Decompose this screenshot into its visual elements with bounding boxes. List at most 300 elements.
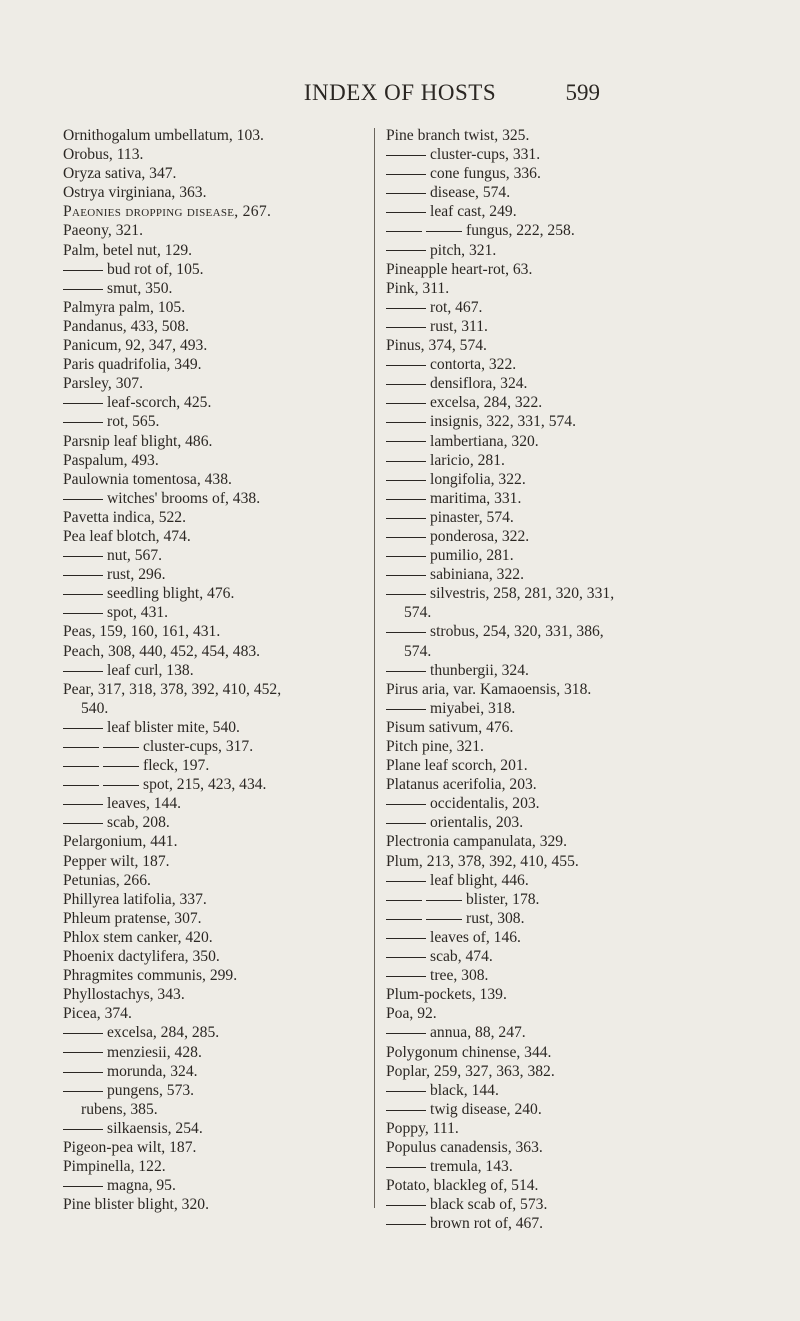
index-entry: [386, 164, 758, 183]
repeat-dash: [386, 174, 426, 175]
repeat-dash: [426, 919, 462, 920]
repeat-dash: [386, 518, 426, 519]
entry-text: menziesii, 428.: [107, 1043, 202, 1061]
running-title: INDEX OF HOSTS: [303, 80, 497, 105]
entry-text: rot, 467.: [430, 298, 483, 316]
entry-text: fungus, 222, 258.: [466, 222, 575, 240]
repeat-dash: [386, 155, 426, 156]
index-column-right: [386, 126, 758, 1233]
index-entry: [63, 1100, 369, 1119]
entry-text: blister, 178.: [466, 890, 540, 908]
entry-text: Pimpinella, 122.: [63, 1158, 166, 1176]
index-entry: [386, 1214, 758, 1233]
repeat-dash: [103, 747, 139, 748]
index-entry: [386, 852, 758, 871]
index-entry: [63, 126, 369, 145]
index-entry: [386, 1081, 758, 1100]
entry-text: leaf cast, 249.: [430, 203, 517, 221]
index-entry: [386, 966, 758, 985]
entry-text: Paeony, 321.: [63, 222, 143, 240]
entry-text: Parsnip leaf blight, 486.: [63, 432, 213, 450]
repeat-dash: [426, 900, 462, 901]
entry-text: magna, 95.: [107, 1177, 176, 1195]
index-entry: [386, 546, 758, 565]
index-entry: [63, 565, 369, 584]
index-entry: [63, 775, 369, 794]
index-entry: [386, 202, 758, 221]
index-entry: [386, 1023, 758, 1042]
entry-text: Petunias, 266.: [63, 871, 151, 889]
entry-text: Paris quadrifolia, 349.: [63, 356, 202, 374]
index-entry: [63, 1195, 369, 1214]
entry-text: Paspalum, 493.: [63, 451, 159, 469]
entry-text: leaves, 144.: [107, 795, 182, 813]
index-entry: [63, 1119, 369, 1138]
index-entry: [386, 260, 758, 279]
index-entry: [386, 622, 758, 641]
entry-text: Pepper wilt, 187.: [63, 852, 170, 870]
index-entry: [386, 1119, 758, 1138]
index-entry: [63, 1138, 369, 1157]
entry-text: maritima, 331.: [430, 489, 522, 507]
entry-text: pitch, 321.: [430, 241, 497, 259]
entry-text: strobus, 254, 320, 331, 386,: [430, 623, 604, 641]
index-entry: [63, 241, 369, 260]
index-entry: [386, 775, 758, 794]
entry-text: Plectronia campanulata, 329.: [386, 833, 567, 851]
repeat-dash: [63, 499, 103, 500]
entry-text: silkaensis, 254.: [107, 1119, 203, 1137]
index-entry: [386, 603, 758, 622]
entry-text: scab, 474.: [430, 948, 493, 966]
repeat-dash: [63, 1033, 103, 1034]
entry-text: black scab of, 573.: [430, 1196, 548, 1214]
entry-text: longifolia, 322.: [430, 470, 526, 488]
entry-text: Peas, 159, 160, 161, 431.: [63, 623, 221, 641]
entry-text: Ornithogalum umbellatum, 103.: [63, 127, 264, 144]
repeat-dash: [386, 1224, 426, 1225]
entry-text: Plum-pockets, 139.: [386, 986, 507, 1004]
repeat-dash: [103, 766, 139, 767]
repeat-dash: [63, 728, 103, 729]
repeat-dash: [386, 308, 426, 309]
entry-text: pumilio, 281.: [430, 547, 514, 565]
entry-text: twig disease, 240.: [430, 1100, 542, 1118]
index-entry: [386, 489, 758, 508]
index-entry: [386, 336, 758, 355]
index-entry: [63, 966, 369, 985]
entry-text: seedling blight, 476.: [107, 585, 235, 603]
entry-text: rust, 296.: [107, 566, 166, 584]
index-entry: [63, 470, 369, 489]
entry-text: miyabei, 318.: [430, 699, 516, 717]
index-entry: [63, 451, 369, 470]
repeat-dash: [386, 1167, 426, 1168]
entry-text: insignis, 322, 331, 574.: [430, 413, 576, 431]
repeat-dash: [63, 270, 103, 271]
index-entry: [63, 832, 369, 851]
repeat-dash: [386, 900, 422, 901]
index-entry: [63, 622, 369, 641]
entry-text: rubens, 385.: [81, 1100, 158, 1118]
entry-text: Orobus, 113.: [63, 146, 144, 164]
repeat-dash: [386, 1205, 426, 1206]
entry-text: leaf blight, 446.: [430, 871, 529, 889]
repeat-dash: [386, 422, 426, 423]
entry-text: Paeonies dropping disease, 267.: [63, 203, 272, 221]
entry-text: disease, 574.: [430, 184, 511, 202]
index-entry: [386, 909, 758, 928]
entry-text: scab, 208.: [107, 814, 170, 832]
index-entry: [63, 336, 369, 355]
entry-text: Potato, blackleg of, 514.: [386, 1177, 539, 1195]
repeat-dash: [386, 231, 422, 232]
page-header: [0, 80, 800, 120]
repeat-dash: [63, 594, 103, 595]
repeat-dash: [63, 1186, 103, 1187]
entry-text: Oryza sativa, 347.: [63, 165, 177, 183]
entry-text: Pine blister blight, 320.: [63, 1196, 209, 1214]
entry-text: Pinus, 374, 574.: [386, 337, 487, 355]
entry-text: Pineapple heart-rot, 63.: [386, 260, 533, 278]
index-entry: [386, 374, 758, 393]
index-entry: [386, 890, 758, 909]
entry-text: rust, 311.: [430, 317, 488, 335]
repeat-dash: [426, 231, 462, 232]
index-entry: [386, 527, 758, 546]
entry-text: Poa, 92.: [386, 1005, 437, 1023]
entry-text: densiflora, 324.: [430, 375, 528, 393]
index-entry: [386, 947, 758, 966]
repeat-dash: [386, 499, 426, 500]
entry-text: spot, 431.: [107, 604, 169, 622]
entry-text: Poplar, 259, 327, 363, 382.: [386, 1062, 555, 1080]
entry-text: nut, 567.: [107, 547, 163, 565]
entry-text: Parsley, 307.: [63, 375, 143, 393]
index-entry: [63, 145, 369, 164]
repeat-dash: [386, 556, 426, 557]
repeat-dash: [386, 594, 426, 595]
index-entry: [386, 699, 758, 718]
repeat-dash: [63, 804, 103, 805]
repeat-dash: [63, 785, 99, 786]
entry-text: occidentalis, 203.: [430, 795, 540, 813]
index-entry: [386, 1043, 758, 1062]
index-entry: [63, 183, 369, 202]
entry-text: Pigeon-pea wilt, 187.: [63, 1138, 197, 1156]
entry-text: pinaster, 574.: [430, 508, 514, 526]
index-entry: [386, 565, 758, 584]
repeat-dash: [386, 537, 426, 538]
entry-text: rust, 308.: [466, 909, 525, 927]
repeat-dash: [386, 804, 426, 805]
column-divider: [374, 128, 375, 1208]
index-entry: [63, 1157, 369, 1176]
index-entry: [63, 642, 369, 661]
repeat-dash: [386, 919, 422, 920]
entry-text: leaf curl, 138.: [107, 661, 194, 679]
repeat-dash: [386, 976, 426, 977]
index-entry: [63, 1081, 369, 1100]
index-entry: [63, 813, 369, 832]
entry-text: tremula, 143.: [430, 1158, 513, 1176]
entry-text: laricio, 281.: [430, 451, 505, 469]
index-entry: [386, 432, 758, 451]
index-entry: [63, 1004, 369, 1023]
entry-text: Phillyrea latifolia, 337.: [63, 890, 207, 908]
index-entry: [63, 680, 369, 699]
entry-text: witches' brooms of, 438.: [107, 489, 261, 507]
index-entry: [63, 909, 369, 928]
entry-text: Plane leaf scorch, 201.: [386, 757, 528, 775]
repeat-dash: [386, 957, 426, 958]
entry-text: Paulownia tomentosa, 438.: [63, 470, 232, 488]
index-entry: [386, 470, 758, 489]
index-entry: [63, 1176, 369, 1195]
index-entry: [386, 718, 758, 737]
entry-text: Picea, 374.: [63, 1005, 132, 1023]
entry-text: Phoenix dactylifera, 350.: [63, 948, 220, 966]
repeat-dash: [103, 785, 139, 786]
entry-text: Palmyra palm, 105.: [63, 298, 186, 316]
index-entry: [63, 584, 369, 603]
entry-text: fleck, 197.: [143, 757, 210, 775]
index-entry: [63, 1023, 369, 1042]
entry-text: tree, 308.: [430, 967, 489, 985]
repeat-dash: [386, 441, 426, 442]
repeat-dash: [386, 575, 426, 576]
entry-text: Populus canadensis, 363.: [386, 1138, 543, 1156]
index-entry: [386, 1004, 758, 1023]
entry-text: black, 144.: [430, 1081, 499, 1099]
entry-text: Pink, 311.: [386, 279, 450, 297]
entry-text: Phragmites communis, 299.: [63, 967, 238, 985]
entry-text: Pavetta indica, 522.: [63, 508, 186, 526]
index-entry: [63, 852, 369, 871]
entry-text: 574.: [404, 642, 432, 660]
index-entry: [386, 1195, 758, 1214]
entry-text: Phyllostachys, 343.: [63, 986, 185, 1004]
index-entry: [63, 393, 369, 412]
entry-text: cluster-cups, 331.: [430, 146, 541, 164]
index-entry: [63, 661, 369, 680]
entry-text: Pine branch twist, 325.: [386, 127, 530, 144]
index-entry: [63, 279, 369, 298]
entry-text: cone fungus, 336.: [430, 165, 541, 183]
entry-text: Pisum sativum, 476.: [386, 718, 514, 736]
index-entry: [63, 756, 369, 775]
repeat-dash: [63, 823, 103, 824]
index-entry: [63, 1062, 369, 1081]
entry-text: Panicum, 92, 347, 493.: [63, 337, 208, 355]
entry-text: Peach, 308, 440, 452, 454, 483.: [63, 642, 261, 660]
repeat-dash: [63, 422, 103, 423]
entry-text: morunda, 324.: [107, 1062, 198, 1080]
entry-text: sabiniana, 322.: [430, 566, 524, 584]
index-entry: [63, 603, 369, 622]
repeat-dash: [63, 575, 103, 576]
repeat-dash: [386, 1033, 426, 1034]
index-entry: [386, 393, 758, 412]
index-entry: [386, 985, 758, 1004]
entry-text: 574.: [404, 604, 432, 622]
index-entry: [63, 221, 369, 240]
index-entry: [386, 145, 758, 164]
index-entry: [386, 241, 758, 260]
index-entry: [63, 412, 369, 431]
entry-text: brown rot of, 467.: [430, 1215, 544, 1233]
entry-text: Platanus acerifolia, 203.: [386, 776, 537, 794]
index-entry: [386, 221, 758, 240]
entry-text: 540.: [81, 699, 109, 717]
index-entry: [386, 1157, 758, 1176]
entry-text: cluster-cups, 317.: [143, 738, 254, 755]
index-entry: [386, 183, 758, 202]
index-entry: [63, 928, 369, 947]
index-entry: [386, 642, 758, 661]
entry-text: Plum, 213, 378, 392, 410, 455.: [386, 852, 579, 870]
index-entry: [63, 527, 369, 546]
index-entry: [386, 317, 758, 336]
index-entry: [386, 298, 758, 317]
entry-text: Pandanus, 433, 508.: [63, 317, 190, 335]
index-entry: [63, 1043, 369, 1062]
entry-text: thunbergii, 324.: [430, 661, 529, 679]
repeat-dash: [386, 327, 426, 328]
repeat-dash: [386, 938, 426, 939]
repeat-dash: [386, 384, 426, 385]
repeat-dash: [386, 671, 426, 672]
repeat-dash: [63, 613, 103, 614]
index-entry: [63, 794, 369, 813]
repeat-dash: [386, 193, 426, 194]
repeat-dash: [386, 823, 426, 824]
entry-text: pungens, 573.: [107, 1081, 195, 1099]
entry-text: spot, 215, 423, 434.: [143, 776, 267, 794]
index-entry: [386, 813, 758, 832]
entry-text: silvestris, 258, 281, 320, 331,: [430, 585, 615, 603]
entry-text: bud rot of, 105.: [107, 260, 204, 278]
repeat-dash: [63, 1052, 103, 1053]
index-entry: [386, 756, 758, 775]
index-entry: [386, 928, 758, 947]
index-entry: [63, 871, 369, 890]
repeat-dash: [386, 250, 426, 251]
repeat-dash: [63, 1091, 103, 1092]
entry-text: Ostrya virginiana, 363.: [63, 184, 207, 202]
index-entry: [63, 202, 369, 221]
page-number: 599: [565, 80, 600, 105]
index-entry: [386, 412, 758, 431]
index-entry: [386, 279, 758, 298]
index-entry: [386, 871, 758, 890]
entry-text: Palm, betel nut, 129.: [63, 241, 193, 259]
entry-text: excelsa, 284, 322.: [430, 394, 543, 412]
repeat-dash: [386, 365, 426, 366]
index-entry: [63, 374, 369, 393]
index-entry: [386, 680, 758, 699]
index-entry: [63, 260, 369, 279]
index-entry: [63, 508, 369, 527]
entry-text: Pitch pine, 321.: [386, 738, 484, 755]
index-entry: [63, 432, 369, 451]
repeat-dash: [63, 671, 103, 672]
index-entry: [63, 947, 369, 966]
repeat-dash: [63, 747, 99, 748]
entry-text: leaf blister mite, 540.: [107, 718, 240, 736]
index-entry: [63, 890, 369, 909]
index-entry: [386, 126, 758, 145]
entry-text: annua, 88, 247.: [430, 1024, 526, 1042]
index-entry: [386, 1176, 758, 1195]
entry-text: Polygonum chinense, 344.: [386, 1043, 552, 1061]
entry-text: Poppy, 111.: [386, 1119, 459, 1137]
index-entry: [386, 1100, 758, 1119]
entry-text: rot, 565.: [107, 413, 160, 431]
index-entry: [63, 489, 369, 508]
entry-text: Pirus aria, var. Kamaoensis, 318.: [386, 680, 592, 698]
repeat-dash: [386, 632, 426, 633]
index-entry: [63, 985, 369, 1004]
entry-text: Phlox stem canker, 420.: [63, 928, 213, 946]
index-entry: [386, 584, 758, 603]
repeat-dash: [386, 403, 426, 404]
index-entry: [386, 451, 758, 470]
repeat-dash: [386, 1110, 426, 1111]
index-entry: [386, 508, 758, 527]
repeat-dash: [63, 1072, 103, 1073]
index-entry: [386, 794, 758, 813]
index-entry: [386, 1062, 758, 1081]
repeat-dash: [63, 766, 99, 767]
index-entry: [63, 355, 369, 374]
index-entry: [63, 546, 369, 565]
index-entry: [63, 164, 369, 183]
entry-text: excelsa, 284, 285.: [107, 1024, 220, 1042]
entry-text: leaves of, 146.: [430, 928, 521, 946]
index-entry: [63, 699, 369, 718]
entry-text: Pea leaf blotch, 474.: [63, 527, 191, 545]
entry-text: contorta, 322.: [430, 356, 517, 374]
repeat-dash: [63, 289, 103, 290]
index-entry: [386, 661, 758, 680]
repeat-dash: [386, 212, 426, 213]
repeat-dash: [386, 480, 426, 481]
entry-text: ponderosa, 322.: [430, 527, 530, 545]
entry-text: lambertiana, 320.: [430, 432, 539, 450]
index-entry: [63, 317, 369, 336]
entry-text: orientalis, 203.: [430, 814, 524, 832]
index-entry: [386, 1138, 758, 1157]
entry-text: smut, 350.: [107, 279, 173, 297]
repeat-dash: [386, 881, 426, 882]
entry-text: Pear, 317, 318, 378, 392, 410, 452,: [63, 680, 282, 698]
repeat-dash: [63, 556, 103, 557]
repeat-dash: [386, 1091, 426, 1092]
index-entry: [63, 718, 369, 737]
index-entry: [386, 832, 758, 851]
entry-text: Phleum pratense, 307.: [63, 909, 202, 927]
repeat-dash: [386, 461, 426, 462]
entry-text: Pelargonium, 441.: [63, 833, 178, 851]
repeat-dash: [386, 709, 426, 710]
index-entry: [63, 737, 369, 756]
repeat-dash: [63, 403, 103, 404]
index-entry: [386, 737, 758, 756]
entry-text: leaf-scorch, 425.: [107, 394, 212, 412]
index-column-left: [63, 126, 369, 1214]
index-entry: [63, 298, 369, 317]
